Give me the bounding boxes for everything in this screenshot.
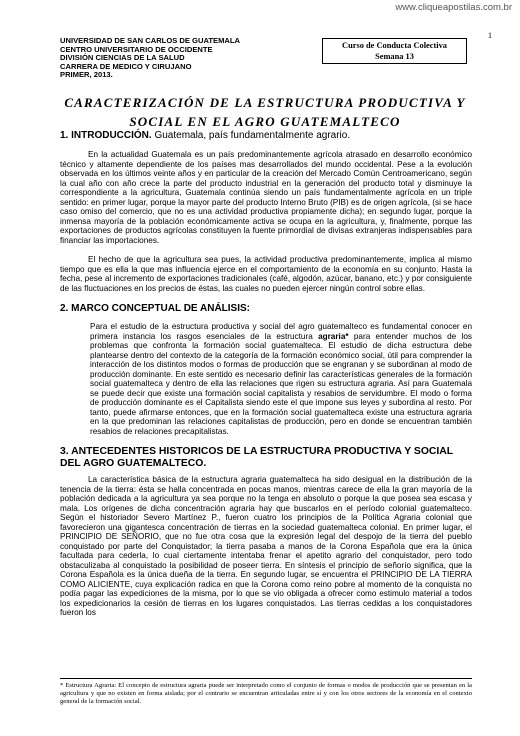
section-2-text-a: Para el estudio de la estructura productiva y social del agro guatemalteco es fundamental conocer en primera instancia los rasgos esenciales de la estructura bbox=[90, 322, 472, 341]
section-1-heading-rest: Guatemala, país fundamentalmente agrario. bbox=[151, 130, 351, 141]
course-box bbox=[322, 38, 467, 64]
section-1-paragraph-2: El hecho de que la agricultura sea pues, la actividad productiva predominantemente, implica al mismo tiempo que es ella la que mas influencia ejerce en el comportamiento de la economía en su conjunto. Hasta la fecha, pese al incremento de exportaciones tradicionales (café, algodón, azúcar, banano, etc.) y por consiguiente de las fluctuaciones en los precios de éstas, las cuales no pueden ejercer ningún control sobre ellas. bbox=[60, 255, 472, 293]
section-2-paragraph-1 bbox=[90, 322, 472, 436]
agraria-term: agraria* bbox=[318, 331, 349, 341]
center-name: CENTRO UNIVERSITARIO DE OCCIDENTE bbox=[60, 44, 213, 54]
footnote: * Estructura Agraria: El concepto de estructura agraria puede ser interpretado como el conjunto de formas o modos de producción que se presentan en la agricultura y que no existen en forma aislada; por el contrario se encuentran articuladas entre sí y con los otros sectores de la economía en el contexto general de la formación social. bbox=[60, 678, 472, 705]
document-title bbox=[60, 93, 470, 131]
institution-header bbox=[60, 37, 240, 80]
section-2-heading: 2. MARCO CONCEPTUAL DE ANÁLISIS: bbox=[60, 303, 251, 314]
title-line-2: SOCIAL EN EL AGRO GUATEMALTECO bbox=[129, 114, 401, 129]
division-name: DIVISIÓN CIENCIAS DE LA SALUD bbox=[60, 53, 185, 63]
week-label: Semana 13 bbox=[375, 52, 414, 61]
page-number: 1 bbox=[488, 31, 492, 40]
source-watermark: www.cliqueapostilas.com.br bbox=[395, 2, 512, 13]
section-2-text-b: para entender muchos de los problemas que confronta la formación social guatemalteca. El estudio de dicha estructura debe plantearse dentro del contexto de la categoría de la formación económico social, útil para comprender la interacción de los distintos modos o formas de producción que se engranan y se subordinan al modo de producción dominante. En este sentido es necesario definir las características generales de la formación social guatemalteca y dentro de ella las relaciones que rigen su estructura agraria. Así para Guatemala se puede decir que existe una formación social capitalista y resabios de servidumbre. El modo o forma de producción dominante es el Capitalista siendo este el que impone sus leyes y subordina al resto. Por tanto, puede afirmarse entonces, que en la formación social guatemalteca existe una estructura agraria en la que predominan las relaciones capitalistas de producción, pero en donde se encuentran también resabios de relaciones precapitalistas. bbox=[90, 331, 472, 436]
university-name: UNIVERSIDAD DE SAN CARLOS DE GUATEMALA bbox=[60, 36, 241, 45]
course-name: Curso de Conducta Colectiva bbox=[342, 41, 447, 50]
career-name: CARRERA DE MEDICO Y CIRUJANO bbox=[60, 61, 192, 71]
term-label: PRIMER, 2013. bbox=[60, 70, 113, 80]
section-3-paragraph-1: La característica básica de la estructura agraria guatemalteca ha sido desigual en la distribución de la tenencia de la tierra: ésta se halla concentrada en pocas manos, mientras carece de ella la gran mayoría de la población dedicada a la agricultura ya sea porque no la tenga en absoluto o porque la que posea sea escasa y mala. Los orígenes de dicha concentración agraria hay que buscarlos en el período colonial guatemalteco. Según el historiador Severo Martínez P., fueron cuatro los principios de la Política Agraria colonial que favorecieron una gigantesca concentración de tierras en la sociedad guatemalteca colonial. En primer lugar, el PRINCIPIO DE SEÑORIO, que no fue otra cosa que la expresión legal del despojo de la tierra del pueblo conquistado por parte del Conquistador; la tierra pasaba a manos de la Corona Española que era la única facultada para cederla, lo cual ciertamente intentaba frenar el apetito agrario del conquistador, pero todo obstaculizaba al conquistado la posibilidad de poseer tierra. En síntesis el principio de señorío significa, que la Corona Española es la única dueña de la tierra. En segundo lugar, se encuentra el PRINCIPIO DE LA TIERRA COMO ALICIENTE, cuya explicación radica en que la Corona como reino pobre al momento de la conquista no podía pagar las expediciones de la misma, por lo que se vio obligada a ofrecer como estimulo material a todos los expedicionarios la cesión de tierras en los lugares conquistados. Las tierras cedidas a los conquistadores fueron los bbox=[60, 475, 472, 617]
section-1-heading bbox=[60, 130, 472, 141]
document-body bbox=[60, 130, 472, 618]
section-1-paragraph-1: En la actualidad Guatemala es un país predominantemente agrícola atrasado en desarrollo económico técnico y altamente dependiente de los países mas desarrollados del mundo occidental. Pese a la evolución observada en los últimos veinte años y en particular de la creación del Mercado Común Centroamericano, según la cual año con año crece la parte del producto industrial en la generación del producto total y disminuye la correspondiente a la agricultura, Guatemala continúa siendo un país fundamentalmente agrícola en un triple sentido: en primer lugar, porque la mayor parte del producto Interno Bruto (PIB) es de origen agrícola, (si se hace caso omiso del comercio, que no es una actividad productiva propiamente dicha); en segundo lugar, porque la inmensa mayoría de la población económicamente activa se ocupa en la agricultura, y, finalmente, porque las exportaciones de productos agrícolas constituyen la fuente primordial de divisas extranjeras indispensables para financiar las importaciones. bbox=[60, 150, 472, 245]
title-line-1: CARACTERIZACIÓN DE LA ESTRUCTURA PRODUCTIVA Y bbox=[64, 95, 466, 110]
section-1-heading-bold: 1. INTRODUCCIÓN. bbox=[60, 130, 152, 141]
section-3-heading: 3. ANTECEDENTES HISTORICOS DE LA ESTRUCTURA PRODUCTIVA Y SOCIAL DEL AGRO GUATEMALTECO. bbox=[60, 446, 453, 469]
